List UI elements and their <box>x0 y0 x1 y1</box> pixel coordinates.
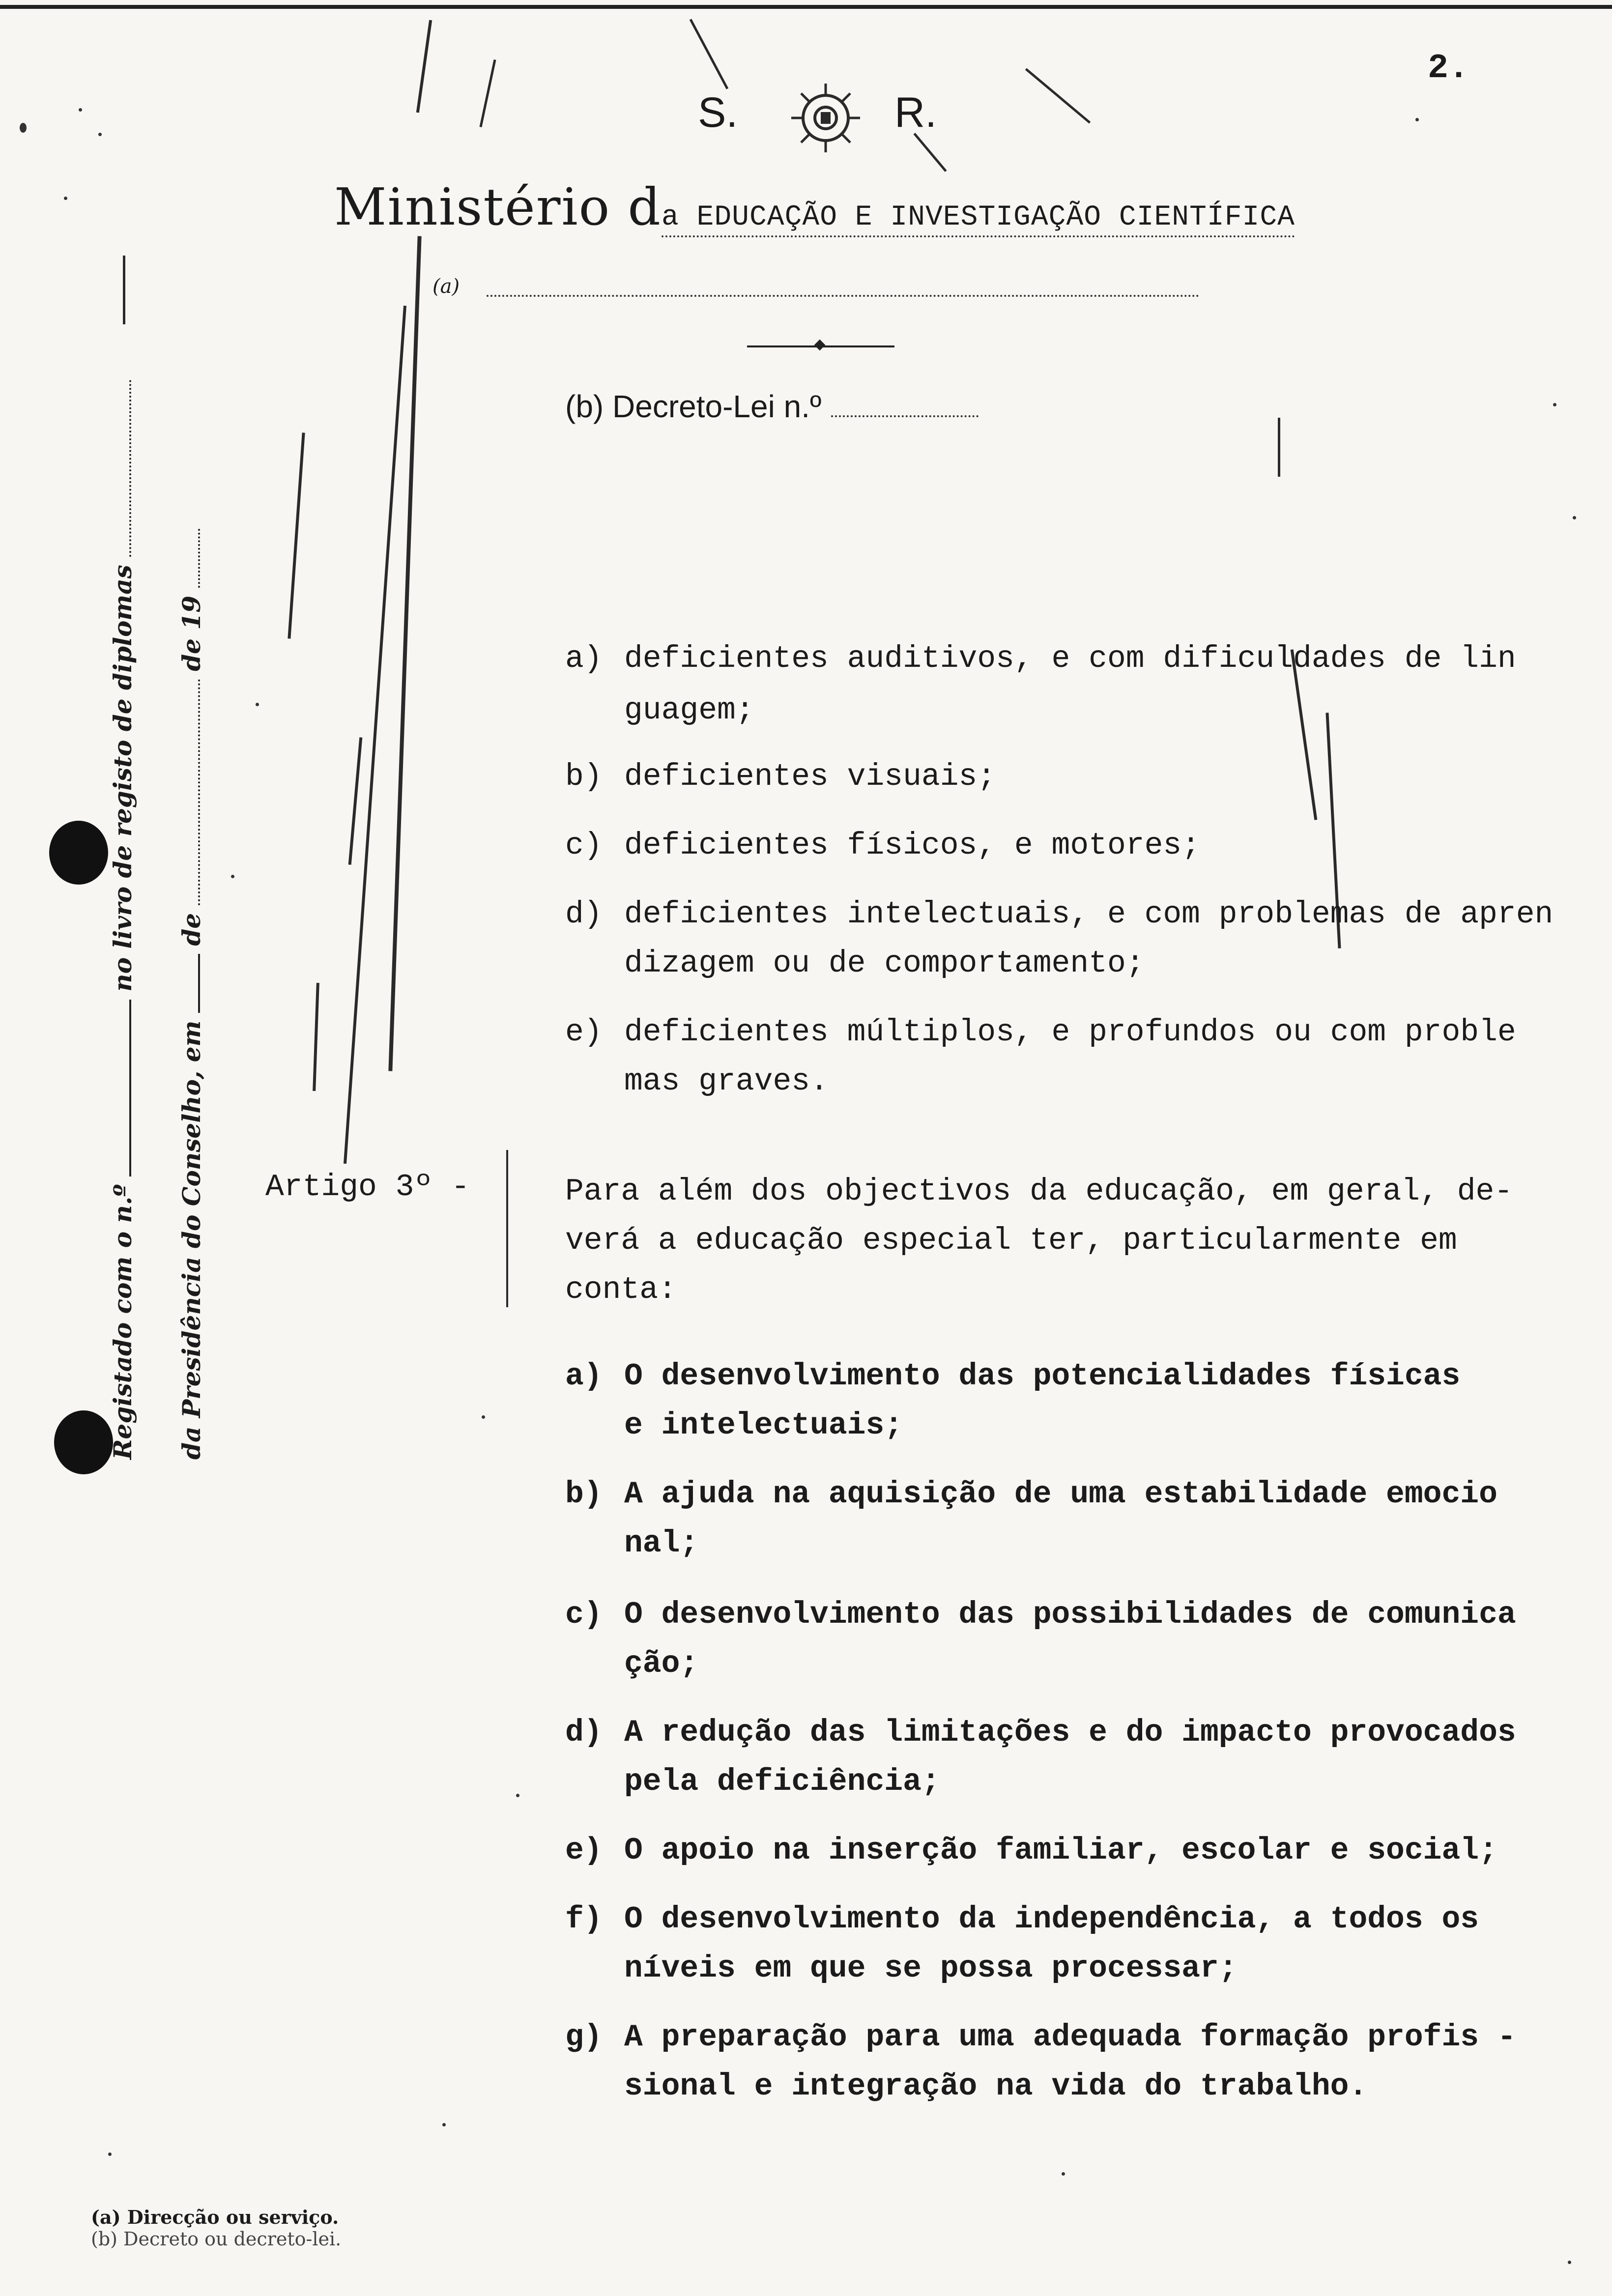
scan-speck <box>20 123 27 133</box>
registration-line-1 <box>88 372 157 1460</box>
scan-speck <box>256 703 259 706</box>
decree-heading <box>565 388 979 425</box>
scan-speck <box>1573 516 1576 519</box>
scan-speck <box>108 2152 112 2156</box>
direction-field-line <box>487 295 1199 297</box>
scan-artifact-line <box>388 236 421 1071</box>
registration-text: da Presidência do Conselho, em <box>177 1020 206 1460</box>
article-intro-line: conta: <box>565 1272 677 1307</box>
list-text: O apoio na inserção familiar, escolar e social; <box>624 1833 1497 1868</box>
scan-artifact-line <box>344 306 406 1164</box>
registration-sidebar <box>88 372 226 1460</box>
list-text: sional e integração na vida do trabalho. <box>624 2069 1368 2104</box>
ministry-name: a EDUCAÇÃO E INVESTIGAÇÃO CIENTÍFICA <box>662 201 1295 237</box>
registration-text: Registado com o n.º <box>108 1184 137 1460</box>
list-text: nal; <box>624 1526 699 1561</box>
article-intro-line: verá a educação especial ter, particularmente em <box>565 1223 1457 1258</box>
decree-number-line <box>831 415 979 417</box>
list-text: pela deficiência; <box>624 1764 940 1799</box>
list-text: O desenvolvimento das possibilidades de comunica <box>624 1597 1516 1632</box>
decree-label: (b) Decreto-Lei n.º <box>565 389 822 424</box>
footnote-b: (b) Decreto ou decreto-lei. <box>91 2228 342 2250</box>
list-text: mas graves. <box>624 1064 829 1099</box>
list-text: deficientes auditivos, e com dificuldades de lin <box>624 641 1516 676</box>
scan-speck <box>79 108 82 112</box>
list-text: deficientes múltiplos, e profundos ou com proble <box>624 1015 1516 1050</box>
article-label: Artigo 3º - <box>265 1170 470 1205</box>
scan-speck <box>231 875 234 878</box>
scan-artifact-line <box>123 256 125 324</box>
coat-of-arms-seal-icon <box>772 79 880 157</box>
footnote-a: (a) Direcção ou serviço. <box>91 2206 339 2228</box>
list-marker: b) <box>565 759 603 794</box>
list-text: O desenvolvimento das potencialidades físicas <box>624 1359 1461 1394</box>
scan-artifact-line <box>506 1150 508 1307</box>
list-marker: c) <box>565 828 603 863</box>
list-marker: a) <box>565 641 603 676</box>
scan-artifact-line <box>1025 68 1091 123</box>
list-marker: g) <box>565 2020 603 2055</box>
list-text: níveis em que se possa processar; <box>624 1951 1238 1986</box>
scan-speck <box>64 197 67 200</box>
top-border-rule <box>0 5 1612 9</box>
scan-artifact-line <box>288 432 305 638</box>
scan-speck <box>482 1415 485 1419</box>
ministry-heading <box>334 177 1295 237</box>
scan-artifact-line <box>480 59 496 127</box>
list-marker: f) <box>565 1902 603 1937</box>
scan-speck <box>516 1794 519 1797</box>
registration-text: de 19 <box>177 596 206 671</box>
list-text: deficientes físicos, e motores; <box>624 828 1200 863</box>
registration-blank <box>129 1000 131 1177</box>
list-text: A preparação para uma adequada formação profis - <box>624 2020 1516 2055</box>
divider-diamond <box>814 340 826 351</box>
article-intro-line: Para além dos objectivos da educação, em geral, de- <box>565 1174 1513 1209</box>
list-text: A ajuda na aquisição de uma estabilidade emocio <box>624 1477 1497 1512</box>
list-text: dizagem ou de comportamento; <box>624 946 1145 981</box>
seal-letter-right: R. <box>894 89 937 136</box>
list-text: guagem; <box>624 693 754 728</box>
list-marker: e) <box>565 1015 603 1050</box>
scan-speck <box>442 2123 446 2126</box>
footnotes <box>91 2207 341 2250</box>
ornamental-divider <box>747 344 894 349</box>
republic-seal <box>688 79 963 157</box>
registration-blank <box>129 380 131 557</box>
registration-line-2 <box>157 372 226 1460</box>
scan-artifact-line <box>416 20 432 113</box>
scan-speck <box>1568 2261 1571 2264</box>
registration-text: no livro de registo de diplomas <box>108 565 137 992</box>
scan-speck <box>1553 403 1556 406</box>
registration-blank <box>198 954 200 1013</box>
scan-artifact-line <box>313 983 319 1091</box>
scan-speck <box>98 133 102 136</box>
list-marker: d) <box>565 897 603 932</box>
list-marker: d) <box>565 1715 603 1750</box>
registration-blank <box>198 529 200 588</box>
list-text: deficientes intelectuais, e com problemas de apren <box>624 897 1554 932</box>
ministry-label: Ministério d <box>334 177 662 237</box>
scan-speck <box>1415 118 1419 121</box>
scan-artifact-line <box>348 737 363 865</box>
list-text: A redução das limitações e do impacto provocados <box>624 1715 1516 1750</box>
scan-speck <box>1062 2172 1065 2176</box>
list-marker: e) <box>565 1833 603 1868</box>
list-text: O desenvolvimento da independência, a todos os <box>624 1902 1479 1937</box>
page-number: 2. <box>1428 49 1469 88</box>
list-text: ção; <box>624 1646 699 1681</box>
registration-text: de <box>177 913 206 946</box>
direction-field-marker: (a) <box>432 275 460 298</box>
list-text: deficientes visuais; <box>624 759 996 794</box>
scan-artifact-line <box>1278 418 1280 477</box>
list-text: e intelectuais; <box>624 1408 903 1443</box>
list-marker: b) <box>565 1477 603 1512</box>
registration-blank <box>198 679 200 905</box>
seal-letter-left: S. <box>698 89 738 136</box>
list-marker: a) <box>565 1359 603 1394</box>
list-marker: c) <box>565 1597 603 1632</box>
